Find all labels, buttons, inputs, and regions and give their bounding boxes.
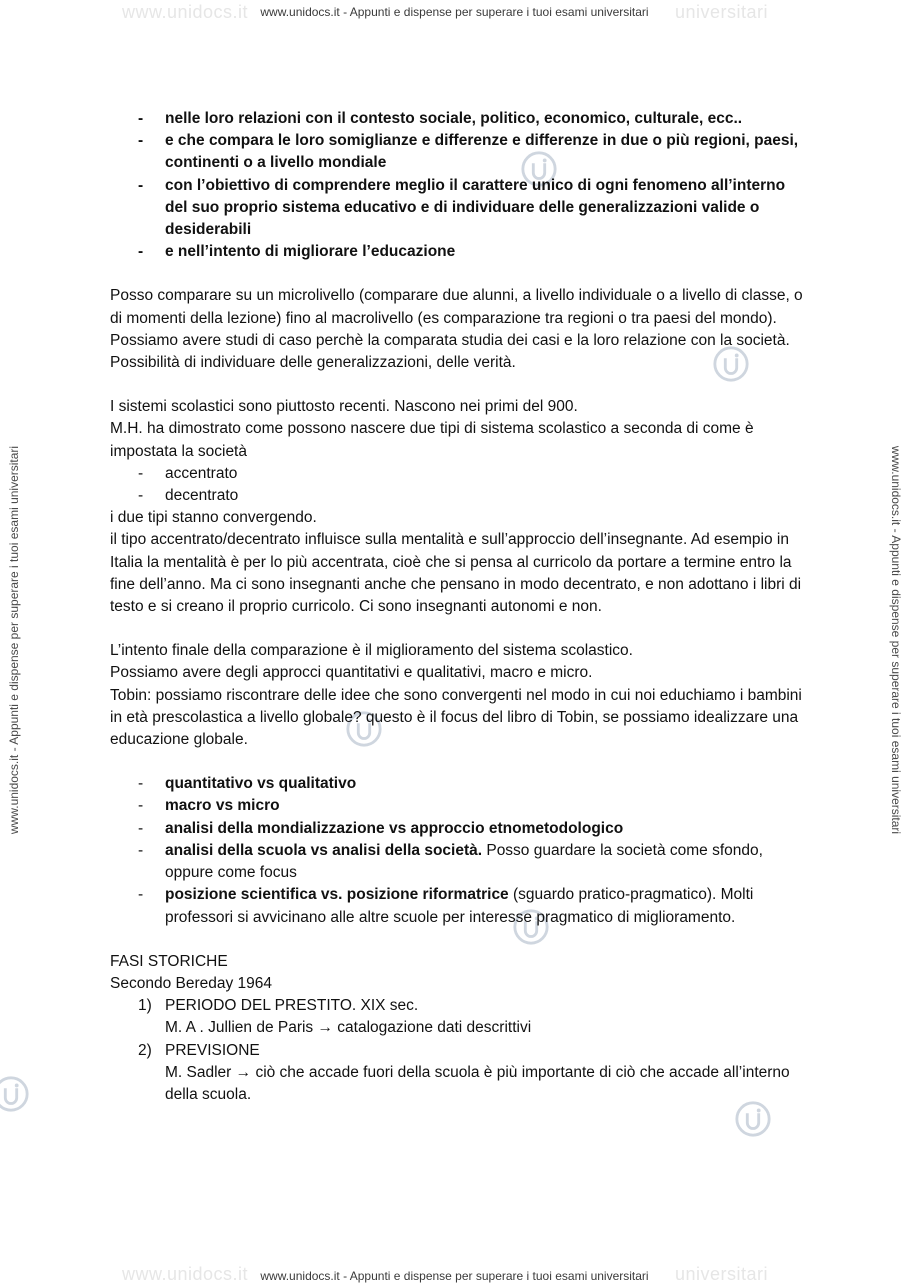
unidocs-logo-icon — [0, 1075, 30, 1113]
list-item: - macro vs micro — [138, 797, 280, 815]
list-item: 2) PREVISIONE M. Sadler → ciò che accade fuori della scuola è più importante di ciò che accade all’interno della scuola. — [138, 1041, 790, 1103]
watermark-footer: www.unidocs.it - Appunti e dispense per superare i tuoi esami universitari — [260, 1269, 649, 1283]
paragraph: i due tipi stanno convergendo. — [110, 509, 317, 527]
bullet-list-bold — [110, 108, 810, 263]
list-item: - accentrato — [138, 464, 238, 482]
watermark-ghost-bottom-left: www.unidocs.it — [122, 1264, 249, 1284]
list-item: - decentrato — [138, 487, 239, 505]
numbered-list — [110, 995, 810, 1106]
list-item: - nelle loro relazioni con il contesto sociale, politico, economico, culturale, ecc.. — [138, 110, 743, 127]
paragraph: M.H. ha dimostrato come possono nascere due tipi di sistema scolastico a seconda di come è impostata la società — [110, 420, 754, 460]
watermark-side-left: www.unidocs.it - Appunti e dispense per superare i tuoi esami universitari — [7, 445, 21, 835]
watermark-ghost-top-left: www.unidocs.it — [122, 2, 249, 22]
paragraph: il tipo accentrato/decentrato influisce sulla mentalità e sull’approccio dell’insegnante. Ad esempio in Italia la mentalità è per lo più accentrata, cioè che si pensa al curricolo da portare a termine entro la fine dell’anno. Ma ci sono insegnanti anche che pensano in modo decentrato, e non adottano i libri di testo e si creano il proprio curricolo. Ci sono insegnanti autonomi e non. — [110, 531, 802, 616]
paragraph: L’intento finale della comparazione è il miglioramento del sistema scolastico. — [110, 642, 633, 660]
bullet-list-comparisons — [110, 773, 810, 928]
list-item: - e che compara le loro somiglianze e differenze e differenze in due o più regioni, paesi, continenti o a livello mondiale — [138, 132, 799, 172]
bullet-list — [110, 463, 810, 507]
watermark-side-right: www.unidocs.it - Appunti e dispense per superare i tuoi esami universitari — [889, 445, 903, 835]
list-item: - posizione scientifica vs. posizione riformatrice (sguardo pratico-pragmatico). Molti professori si avvicinano alle altre scuole per interesse pragmatico di miglioramento. — [138, 886, 754, 926]
paragraph: Possibilità di individuare delle generalizzazioni, delle verità. — [110, 354, 516, 372]
list-item: - analisi della scuola vs analisi della società. Posso guardare la società come sfondo, oppure come focus — [138, 841, 763, 882]
list-item: - con l’obiettivo di comprendere meglio il carattere unico di ogni fenomeno all’interno del suo proprio sistema educativo e di individuare delle generalizzazioni valide o desiderabili — [138, 176, 786, 239]
paragraph: I sistemi scolastici sono piuttosto recenti. Nascono nei primi del 900. — [110, 398, 578, 416]
list-item: - quantitativo vs qualitativo — [138, 775, 357, 793]
watermark-header: www.unidocs.it - Appunti e dispense per superare i tuoi esami universitari — [260, 5, 649, 19]
paragraph: Posso comparare su un microlivello (comparare due alunni, a livello individuale o a livello di classe, o di momenti della lezione) fino al macrolivello (es comparazione tra regioni o tra paesi del mondo). Possiamo avere studi di caso perchè la comparata studia dei casi e la loro relazione con la società. — [110, 287, 803, 349]
list-item: 1) PERIODO DEL PRESTITO. XIX sec. M. A . Jullien de Paris → catalogazione dati descrittivi — [138, 997, 532, 1037]
watermark-ghost-bottom-right: universitari — [675, 1264, 769, 1284]
document-body — [110, 108, 810, 1106]
watermark-ghost-top-right: universitari — [675, 2, 769, 22]
section-subheading: Secondo Bereday 1964 — [110, 974, 273, 992]
section-heading: FASI STORICHE — [110, 952, 228, 970]
list-item: - e nell’intento di migliorare l’educazione — [138, 243, 456, 261]
paragraph: Possiamo avere degli approcci quantitativi e qualitativi, macro e micro. — [110, 664, 593, 682]
list-item: - analisi della mondializzazione vs approccio etnometodologico — [138, 819, 624, 837]
paragraph: Tobin: possiamo riscontrare delle idee che sono convergenti nel modo in cui noi educhiamo i bambini in età prescolastica a livello globale? questo è il focus del libro di Tobin, se possiamo idealizzare una educazione globale. — [110, 686, 802, 749]
